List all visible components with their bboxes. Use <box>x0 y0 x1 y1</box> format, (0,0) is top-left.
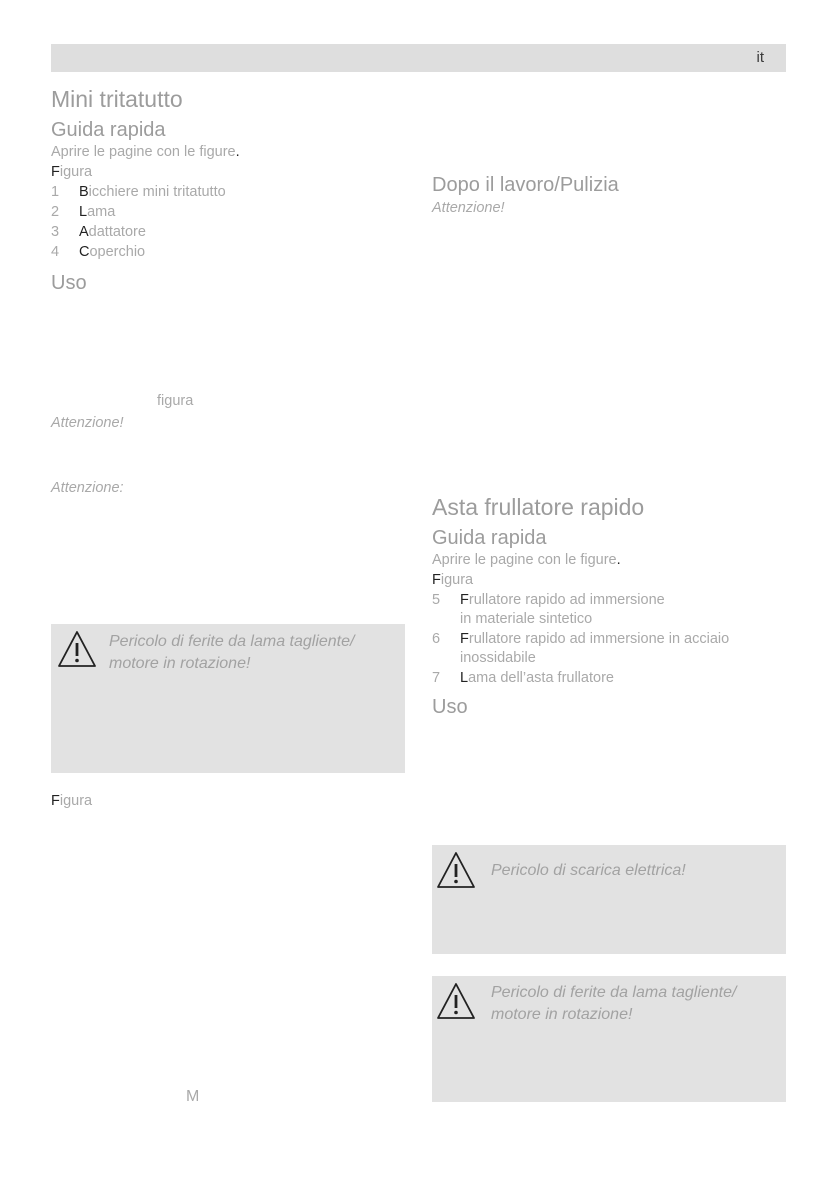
warning-box <box>432 976 786 1102</box>
warning-triangle-icon <box>57 630 97 668</box>
quick-guide-heading: Guida rapida <box>432 527 547 549</box>
list-item-continuation: inossidabile <box>460 650 536 666</box>
attention-label: Attenzione! <box>432 200 505 216</box>
figure-label: Figura <box>51 793 93 809</box>
quick-guide-heading: Guida rapida <box>51 119 166 141</box>
figure-label: Figura <box>51 164 93 180</box>
open-pages-text: Aprire le pagine con le figure. <box>432 552 621 568</box>
warning-triangle-icon <box>436 851 476 889</box>
attention-label: Attenzione! <box>51 415 124 431</box>
list-item: 6 Frullatore rapido ad immersione in acciaio <box>432 631 730 647</box>
section-title-hand-blender: Asta frullatore rapido <box>432 494 645 520</box>
list-item: 3 Adattatore <box>51 224 146 240</box>
list-item: 4 Coperchio <box>51 244 146 260</box>
warning-text-line1: Pericolo di scarica elettrica! <box>491 862 686 879</box>
list-item: 2 Lama <box>51 204 116 220</box>
m-letter: M <box>186 1088 200 1105</box>
warning-text-line1: Pericolo di ferite da lama tagliente/ <box>491 984 737 1001</box>
attention-label: Attenzione: <box>51 480 124 496</box>
figure-label: Figura <box>432 572 474 588</box>
warning-text-line2: motore in rotazione! <box>109 655 251 672</box>
warning-triangle-icon <box>436 982 476 1020</box>
list-item: 5 Frullatore rapido ad immersione <box>432 592 665 608</box>
list-item: 7 Lama dell’asta frullatore <box>432 670 614 686</box>
list-item: 1 Bicchiere mini tritatutto <box>51 184 226 200</box>
language-code: it <box>756 49 764 66</box>
section-title-mini-chopper: Mini tritatutto <box>51 86 183 112</box>
header-bar <box>51 44 786 72</box>
warning-text-line2: motore in rotazione! <box>491 1006 633 1023</box>
after-work-heading: Dopo il lavoro/Pulizia <box>432 174 619 196</box>
warning-box <box>432 845 786 954</box>
warning-box <box>51 624 405 773</box>
warning-text-line1: Pericolo di ferite da lama tagliente/ <box>109 633 355 650</box>
open-pages-text: Aprire le pagine con le figure. <box>51 144 240 160</box>
figura-reference: figura <box>157 393 194 409</box>
uso-heading: Uso <box>51 272 87 294</box>
uso-heading: Uso <box>432 696 468 718</box>
list-item-continuation: in materiale sintetico <box>460 611 593 627</box>
